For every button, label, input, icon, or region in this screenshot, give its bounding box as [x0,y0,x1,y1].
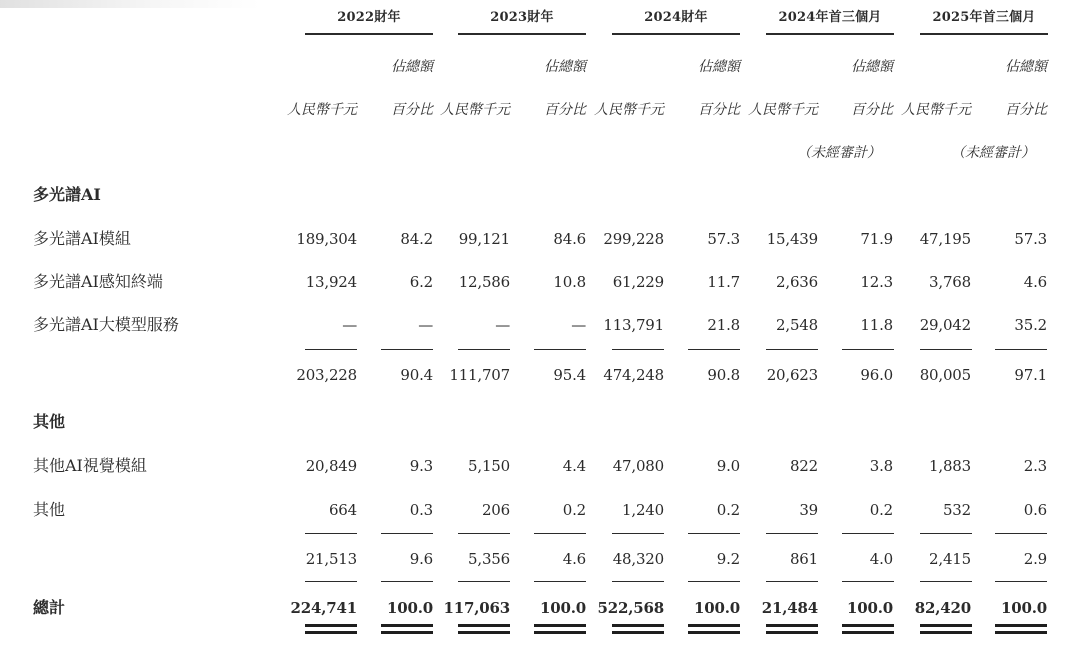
subtotal-rule [842,349,894,350]
total-value-percent: 100.0 [694,599,740,617]
row-value-percent: 10.8 [553,273,586,291]
subtotal-value-percent: 9.6 [409,550,433,568]
subtotal-value-amount: 80,005 [919,366,971,384]
subtotal-value-amount: 20,623 [766,366,818,384]
unaudited-note: （未經審計） [951,145,1035,161]
row-value-percent: 57.3 [707,230,740,248]
total-double-rule [381,631,433,634]
row-label-text: 多光譜AI感知終端 [33,272,163,291]
row-value-amount: 13,924 [305,273,357,291]
subtotal-value-percent: 90.8 [707,366,740,384]
total-double-rule [842,624,894,627]
row-value-amount: 47,195 [919,230,971,248]
total-value-amount: 224,741 [290,599,357,617]
pct-header-bottom: 百分比 [1005,102,1047,118]
subtotal-rule [995,533,1047,534]
row-value-amount: 61,229 [612,273,664,291]
row-value-amount: 299,228 [603,230,664,248]
row-value-percent: 0.6 [1023,501,1047,519]
total-rule-top [842,581,894,582]
row-value-percent: 4.4 [562,457,586,475]
row-label-text: 其他AI視覺模組 [33,456,147,475]
subtotal-value-amount: 2,415 [929,550,971,568]
total-rule-top [305,581,357,582]
row-value-percent: 2.3 [1023,457,1047,475]
subtotal-rule [534,533,586,534]
subtotal-rule [305,349,357,350]
total-double-rule [920,624,972,627]
row-value-percent: 84.2 [400,230,433,248]
total-value-percent: 100.0 [1001,599,1047,617]
total-double-rule [612,624,664,627]
pct-header-bottom: 百分比 [698,102,740,118]
total-rule-top [995,581,1047,582]
total-double-rule [534,631,586,634]
subtotal-rule [995,349,1047,350]
row-value-amount: 5,150 [468,457,510,475]
total-value-amount: 82,420 [914,599,971,617]
subtotal-value-percent: 2.9 [1023,550,1047,568]
row-value-percent: 4.6 [1023,273,1047,291]
subtotal-value-percent: 96.0 [860,366,893,384]
subtotal-rule [458,349,510,350]
row-value-percent: 71.9 [860,230,893,248]
subtotal-value-percent: 95.4 [553,366,586,384]
total-double-rule [766,624,818,627]
subtotal-rule [381,533,433,534]
row-value-amount: 47,080 [612,457,664,475]
subtotal-value-amount: 203,228 [296,366,357,384]
subtotal-value-percent: 9.2 [716,550,740,568]
row-value-percent: 0.2 [869,501,893,519]
subtotal-rule [766,349,818,350]
row-value-percent: 0.2 [562,501,586,519]
total-double-rule [766,631,818,634]
total-double-rule [305,624,357,627]
period-header: 2025年首三個月 [932,10,1036,25]
row-value-amount: 3,768 [929,273,971,291]
period-underline [305,33,433,35]
total-double-rule [842,631,894,634]
row-value-percent: 11.7 [707,273,740,291]
period-underline [766,33,894,35]
section-title: 其他 [33,412,66,431]
row-value-percent: 21.8 [707,316,740,334]
total-rule-top [766,581,818,582]
total-double-rule [920,631,972,634]
amount-header: 人民幣千元 [287,102,357,118]
period-underline [920,33,1048,35]
total-double-rule [458,624,510,627]
pct-header-bottom: 百分比 [391,102,433,118]
amount-header: 人民幣千元 [748,102,818,118]
total-value-amount: 522,568 [597,599,664,617]
row-value-amount: 99,121 [458,230,510,248]
period-header: 2023財年 [490,10,554,25]
period-header: 2024年首三個月 [778,10,882,25]
row-value-percent: 0.2 [716,501,740,519]
row-label-text: 總計 [33,598,66,617]
total-double-rule [688,624,740,627]
total-rule-top [458,581,510,582]
subtotal-rule [612,533,664,534]
period-header: 2022財年 [337,10,401,25]
total-double-rule [995,624,1047,627]
subtotal-value-amount: 5,356 [468,550,510,568]
period-header: 2024財年 [644,10,708,25]
row-value-amount: 189,304 [296,230,357,248]
row-value-percent: 57.3 [1014,230,1047,248]
row-value-percent: 11.8 [860,316,893,334]
subtotal-rule [920,349,972,350]
total-double-rule [995,631,1047,634]
row-value-amount: 20,849 [305,457,357,475]
total-double-rule [688,631,740,634]
unaudited-note: （未經審計） [797,145,881,161]
total-rule-top [381,581,433,582]
pct-header-top: 佔總額 [391,59,433,75]
subtotal-value-percent: 4.0 [869,550,893,568]
subtotal-value-amount: 48,320 [612,550,664,568]
subtotal-rule [842,533,894,534]
subtotal-rule [458,533,510,534]
row-value-percent: 35.2 [1014,316,1047,334]
row-value-amount: 1,883 [929,457,971,475]
total-double-rule [305,631,357,634]
subtotal-value-amount: 21,513 [305,550,357,568]
total-value-percent: 100.0 [540,599,586,617]
pct-header-bottom: 百分比 [851,102,893,118]
total-rule-top [688,581,740,582]
subtotal-rule [612,349,664,350]
row-label-text: 多光譜AI大模型服務 [33,315,179,334]
total-rule-top [534,581,586,582]
subtotal-rule [534,349,586,350]
subtotal-value-amount: 474,248 [603,366,664,384]
row-value-percent: 9.3 [409,457,433,475]
row-value-amount: 2,636 [776,273,818,291]
period-underline [458,33,586,35]
subtotal-rule [688,533,740,534]
subtotal-value-amount: 861 [789,550,818,568]
row-value-amount: 113,791 [603,316,664,334]
pct-header-top: 佔總額 [1005,59,1047,75]
row-value-percent: 84.6 [553,230,586,248]
row-value-amount: 2,548 [776,316,818,334]
row-value-percent: 12.3 [860,273,893,291]
total-value-amount: 21,484 [761,599,818,617]
subtotal-rule [305,533,357,534]
total-value-percent: 100.0 [387,599,433,617]
subtotal-value-percent: 90.4 [400,366,433,384]
row-value-amount: 12,586 [458,273,510,291]
pct-header-top: 佔總額 [851,59,893,75]
subtotal-rule [381,349,433,350]
row-value-amount: 532 [942,501,971,519]
subtotal-rule [920,533,972,534]
row-value-amount: 664 [328,501,357,519]
row-value-amount: 39 [799,501,818,519]
subtotal-value-amount: 111,707 [449,366,510,384]
row-value-amount: 15,439 [766,230,818,248]
pct-header-top: 佔總額 [698,59,740,75]
row-value-amount: — [342,316,357,334]
row-value-amount: — [495,316,510,334]
subtotal-rule [766,533,818,534]
scan-shadow [0,0,260,8]
row-value-percent: 0.3 [409,501,433,519]
row-value-percent: — [418,316,433,334]
row-value-amount: 206 [481,501,510,519]
total-double-rule [381,624,433,627]
period-underline [612,33,740,35]
total-rule-top [612,581,664,582]
subtotal-rule [688,349,740,350]
total-double-rule [612,631,664,634]
total-double-rule [458,631,510,634]
pct-header-top: 佔總額 [544,59,586,75]
row-value-amount: 822 [789,457,818,475]
row-value-percent: 9.0 [716,457,740,475]
row-value-amount: 29,042 [919,316,971,334]
subtotal-value-percent: 97.1 [1014,366,1047,384]
total-value-amount: 117,063 [443,599,510,617]
pct-header-bottom: 百分比 [544,102,586,118]
amount-header: 人民幣千元 [440,102,510,118]
row-label-text: 其他 [33,500,66,519]
amount-header: 人民幣千元 [901,102,971,118]
subtotal-value-percent: 4.6 [562,550,586,568]
amount-header: 人民幣千元 [594,102,664,118]
total-rule-top [920,581,972,582]
section-title: 多光譜AI [33,185,101,204]
row-value-percent: 3.8 [869,457,893,475]
row-value-amount: 1,240 [622,501,664,519]
row-value-percent: 6.2 [409,273,433,291]
total-double-rule [534,624,586,627]
row-value-percent: — [571,316,586,334]
row-label-text: 多光譜AI模組 [33,229,131,248]
total-value-percent: 100.0 [847,599,893,617]
